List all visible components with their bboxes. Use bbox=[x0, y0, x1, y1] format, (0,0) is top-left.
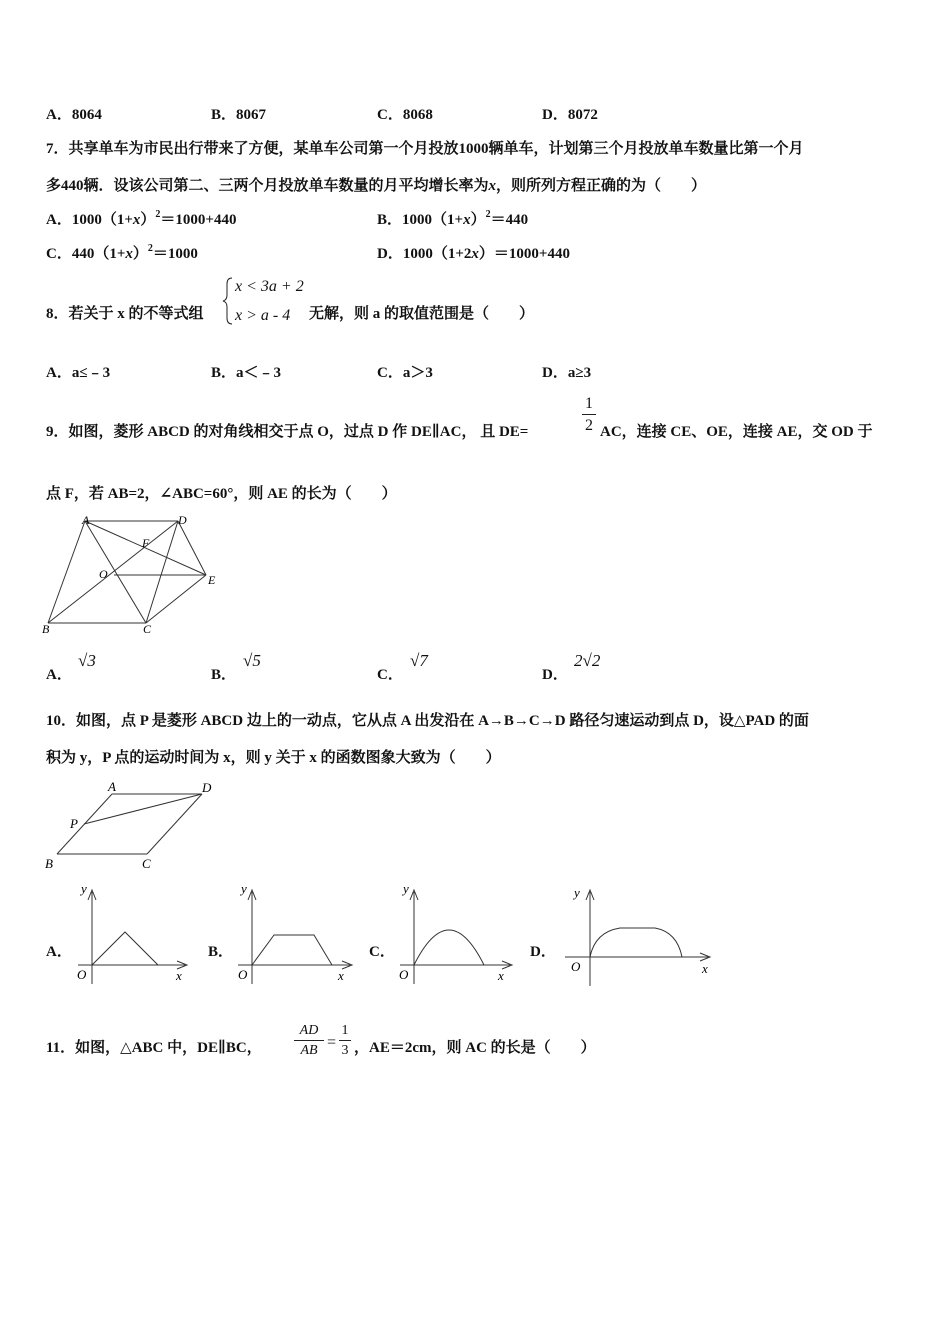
q10-label-a: A bbox=[108, 779, 116, 794]
svg-text:y: y bbox=[81, 881, 87, 896]
q9-option-c-letter: C． bbox=[377, 667, 403, 683]
q9-label-a: A bbox=[82, 513, 90, 527]
q8-stem-pre: 8．若关于 x 的不等式组 bbox=[46, 306, 204, 322]
q10-option-b-letter: B． bbox=[208, 944, 234, 960]
q7-option-c: C．$440(1+x)^2=1000$ bbox=[46, 243, 198, 262]
q7-stem-line1: 7．共享单车为市民出行带来了方便，某单车公司第一个月投放1000辆单车，计划第三个月投放单车数量比第一个月 bbox=[46, 141, 804, 157]
q11-stem-pre: 11．如图，△ABC 中，DE∥BC， bbox=[46, 1040, 262, 1056]
q7-option-b: B．$1000(1+x)^2=440$ bbox=[377, 209, 529, 228]
svg-text:O: O bbox=[571, 959, 581, 974]
q9-fraction: $\frac{1}{2}$ bbox=[582, 394, 596, 437]
q11-fraction-value: $\frac{1}{3}$ bbox=[339, 1022, 351, 1061]
q11-stem-post: ，AE＝2cm，则 AC 的长是（ ） bbox=[354, 1040, 596, 1056]
q10-label-p: P bbox=[70, 816, 78, 831]
svg-text:x: x bbox=[176, 968, 182, 983]
q9-stem-line1-b: AC，连接 CE、OE，连接 AE，交 OD 于 bbox=[600, 424, 873, 440]
q9-label-o: O bbox=[99, 567, 108, 581]
q7-stem-line2: 多440辆．设该公司第二、三两个月投放单车数量的月平均增长率为x，则所列方程正确的为（ ） bbox=[46, 178, 707, 194]
q9-option-b-letter: B． bbox=[211, 667, 237, 683]
svg-text:O: O bbox=[77, 967, 87, 982]
svg-text:y: y bbox=[403, 881, 409, 896]
q10-graph-a bbox=[70, 880, 190, 990]
q6-option-c: C．8068 bbox=[377, 107, 433, 123]
q10-figure-rhombus bbox=[42, 778, 222, 872]
svg-text:x: x bbox=[338, 968, 344, 983]
q8-option-d: D．a≥3 bbox=[542, 365, 592, 381]
q8-inequality-2: x > a - 4 bbox=[235, 307, 291, 324]
q6-option-a: A．8064 bbox=[46, 107, 102, 123]
q9-option-a-letter: A． bbox=[46, 667, 72, 683]
q9-label-b: B bbox=[42, 622, 50, 636]
q7-option-d: D．1000（1+2x）＝1000+440 bbox=[377, 246, 570, 262]
q9-label-d: D bbox=[178, 513, 187, 527]
q9-label-f: F bbox=[142, 536, 150, 550]
q8-option-c: C．a＞3 bbox=[377, 365, 433, 381]
q11-fraction-ad-ab: $\frac{AD}{AB}$ bbox=[294, 1022, 324, 1061]
q9-label-c: C bbox=[143, 622, 152, 636]
q8-option-b: B．a＜﹣3 bbox=[211, 365, 282, 381]
q10-label-d: D bbox=[202, 780, 212, 795]
q9-option-d-letter: D． bbox=[542, 667, 568, 683]
q9-stem-line2: 点 F，若 AB=2，∠ABC=60°，则 AE 的长为（ ） bbox=[46, 486, 397, 502]
q9-label-e: E bbox=[208, 573, 216, 587]
q10-option-c-letter: C． bbox=[369, 944, 395, 960]
q9-stem-line1-a: 9．如图，菱形 ABCD 的对角线相交于点 O，过点 D 作 DE∥AC， 且 DE= bbox=[46, 424, 529, 440]
q10-option-d-letter: D． bbox=[530, 944, 556, 960]
svg-text:O: O bbox=[399, 967, 409, 982]
q6-option-b: B．8067 bbox=[211, 107, 267, 123]
q9-option-b-value: √5 bbox=[243, 651, 261, 670]
q6-option-d: D．8072 bbox=[542, 107, 598, 123]
svg-text:O: O bbox=[238, 967, 248, 982]
q7-option-a: A．$1000(1+x)^2=1000+440$ bbox=[46, 209, 237, 228]
q10-stem-line2: 积为 y，P 点的运动时间为 x，则 y 关于 x 的函数图象大致为（ ） bbox=[46, 750, 501, 766]
q10-graph-c bbox=[392, 880, 517, 990]
q8-inequality-1: x < 3a + 2 bbox=[235, 278, 304, 295]
q8-brace bbox=[222, 276, 234, 326]
svg-text:x: x bbox=[498, 968, 504, 983]
q10-graph-d bbox=[560, 880, 720, 990]
q9-figure-rhombus bbox=[40, 512, 230, 638]
q10-stem-line1: 10．如图，点 P 是菱形 ABCD 边上的一动点，它从点 A 出发沿在 A→B→C→D 路径匀速运动到点 D，设△PAD 的面 bbox=[46, 713, 809, 729]
q9-option-a-value: √3 bbox=[78, 651, 96, 670]
q8-stem-post: 无解，则 a 的取值范围是（ ） bbox=[309, 306, 535, 322]
q10-label-b: B bbox=[45, 856, 53, 871]
q10-graph-b bbox=[232, 880, 357, 990]
svg-text:y: y bbox=[241, 881, 247, 896]
q9-option-c-value: √7 bbox=[410, 651, 428, 670]
q9-option-d-value: 2√2 bbox=[574, 651, 601, 670]
q11-equals: = bbox=[327, 1034, 337, 1051]
q10-option-a-letter: A． bbox=[46, 944, 72, 960]
svg-text:x: x bbox=[702, 961, 708, 976]
q8-option-a: A．a≤﹣3 bbox=[46, 365, 111, 381]
q10-label-c: C bbox=[142, 856, 151, 871]
svg-text:y: y bbox=[574, 885, 580, 900]
